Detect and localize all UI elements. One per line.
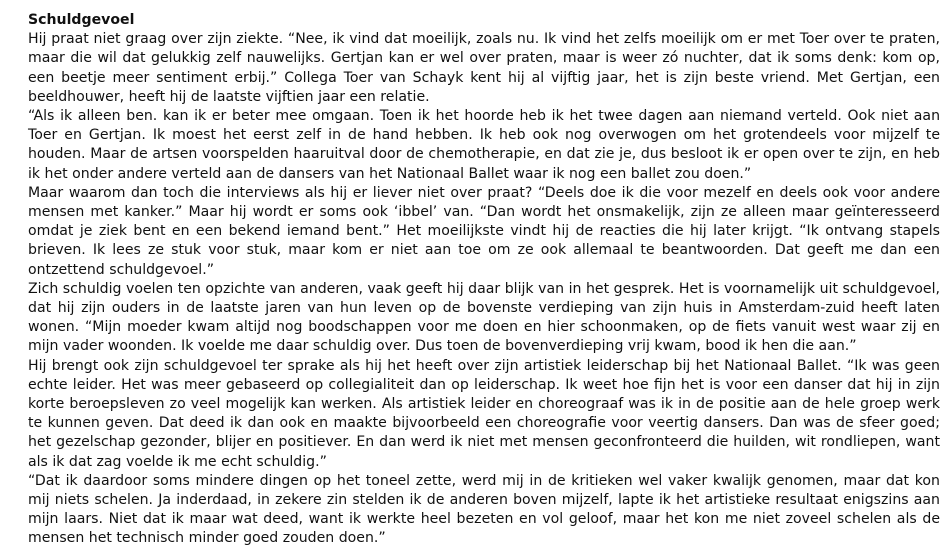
paragraph: Hij praat niet graag over zijn ziekte. “Nee, ik vind dat moeilijk, zoals nu. Ik vind het zelfs moeilijk om er met Toer over te praten, maar die wil dat gelukkig zelf nauwelijks. Gertjan kan er wel over praten, maar is weer zó nuchter, dat ik soms denk: kom op, een beetje meer sentiment erbij.” Collega Toer van Schayk kent hij al vijftig jaar, het is zijn beste vriend. Met Gertjan, een beeldhouwer, heeft hij de laatste vijftien jaar een relatie. bbox=[28, 31, 940, 105]
paragraph: Zich schuldig voelen ten opzichte van anderen, vaak geeft hij daar blijk van in het gesprek. Het is voornamelijk uit schuldgevoel, dat hij zijn ouders in de laatste jaren van hun leven op de bovenste verdieping van zijn huis in Amsterdam-zuid heeft laten wonen. “Mijn moeder kwam altijd nog boodschappen voor me doen en hier schoonmaken, op de fiets vanuit west waar zij en mijn vader woonden. Ik voelde me daar schuldig over. Dus toen de bovenverdieping vrij kwam, bood ik hen die aan.” bbox=[28, 280, 940, 355]
paragraph: “Dat ik daardoor soms mindere dingen op het toneel zette, werd mij in de kritieken wel vaker kwalijk genomen, maar dat kon mij niets schelen. Ja inderdaad, in zekere zin stelden ik de anderen boven mijzelf, lapte ik het artistieke resultaat enigszins aan mijn laars. Niet dat ik maar wat deed, want ik werkte heel bezeten en vol geloof, maar het kon me niet zoveel schelen als de mensen het technisch minder goed zouden doen.” bbox=[28, 472, 940, 547]
paragraph: Maar waarom dan toch die interviews als hij er liever niet over praat? “Deels doe ik die voor mezelf en deels ook voor andere mensen met kanker.” Maar hij wordt er soms ook ‘ibbel’ van. “Dan wordt het onsmakelijk, zijn ze alleen maar geïnteresseerd omdat je ziek bent en een bekend iemand bent.” Het moeilijkste vindt hij de reacties die hij later krijgt. “Ik ontvang stapels brieven. Ik lees ze stuk voor stuk, maar kom er niet aan toe om ze ook allemaal te beantwoorden. Dat geeft me dan een ontzettend schuldgevoel.” bbox=[28, 184, 940, 278]
document-title: Schuldgevoel bbox=[28, 12, 135, 28]
paragraph: “Als ik alleen ben. kan ik er beter mee omgaan. Toen ik het hoorde heb ik het twee dagen aan niemand verteld. Ook niet aan Toer en Gertjan. Ik moest het eerst zelf in de hand hebben. Ik heb ook nog overwogen om het grotendeels voor mijzelf te houden. Maar de artsen voorspelden haaruitval door de chemotherapie, en dat zie je, dus besloot ik er open over te zijn, en heb ik het onder andere verteld aan de dansers van het Nationaal Ballet waar ik nog een ballet zou doen.” bbox=[28, 108, 940, 182]
document-body bbox=[28, 11, 940, 549]
paragraph: Hij brengt ook zijn schuldgevoel ter sprake als hij het heeft over zijn artistiek leiderschap bij het Nationaal Ballet. “Ik was geen echte leider. Het was meer gebaseerd op collegialiteit dan op leiderschap. Ik weet hoe fijn het is voor een danser dat hij in zijn korte beroepsleven zo veel mogelijk kan werken. Als artistiek leider en choreograaf was ik in de positie aan de hele groep werk te kunnen geven. Dat deed ik dan ook en maakte bijvoorbeeld een choreografie voor veertig dansers. Dan was de sfeer goed; het gezelschap gezonder, blijer en positiever. En dan werd ik niet met mensen geconfronteerd die huilden, wit rondliepen, want als ik dat zag voelde ik me echt schuldig.” bbox=[28, 357, 940, 470]
